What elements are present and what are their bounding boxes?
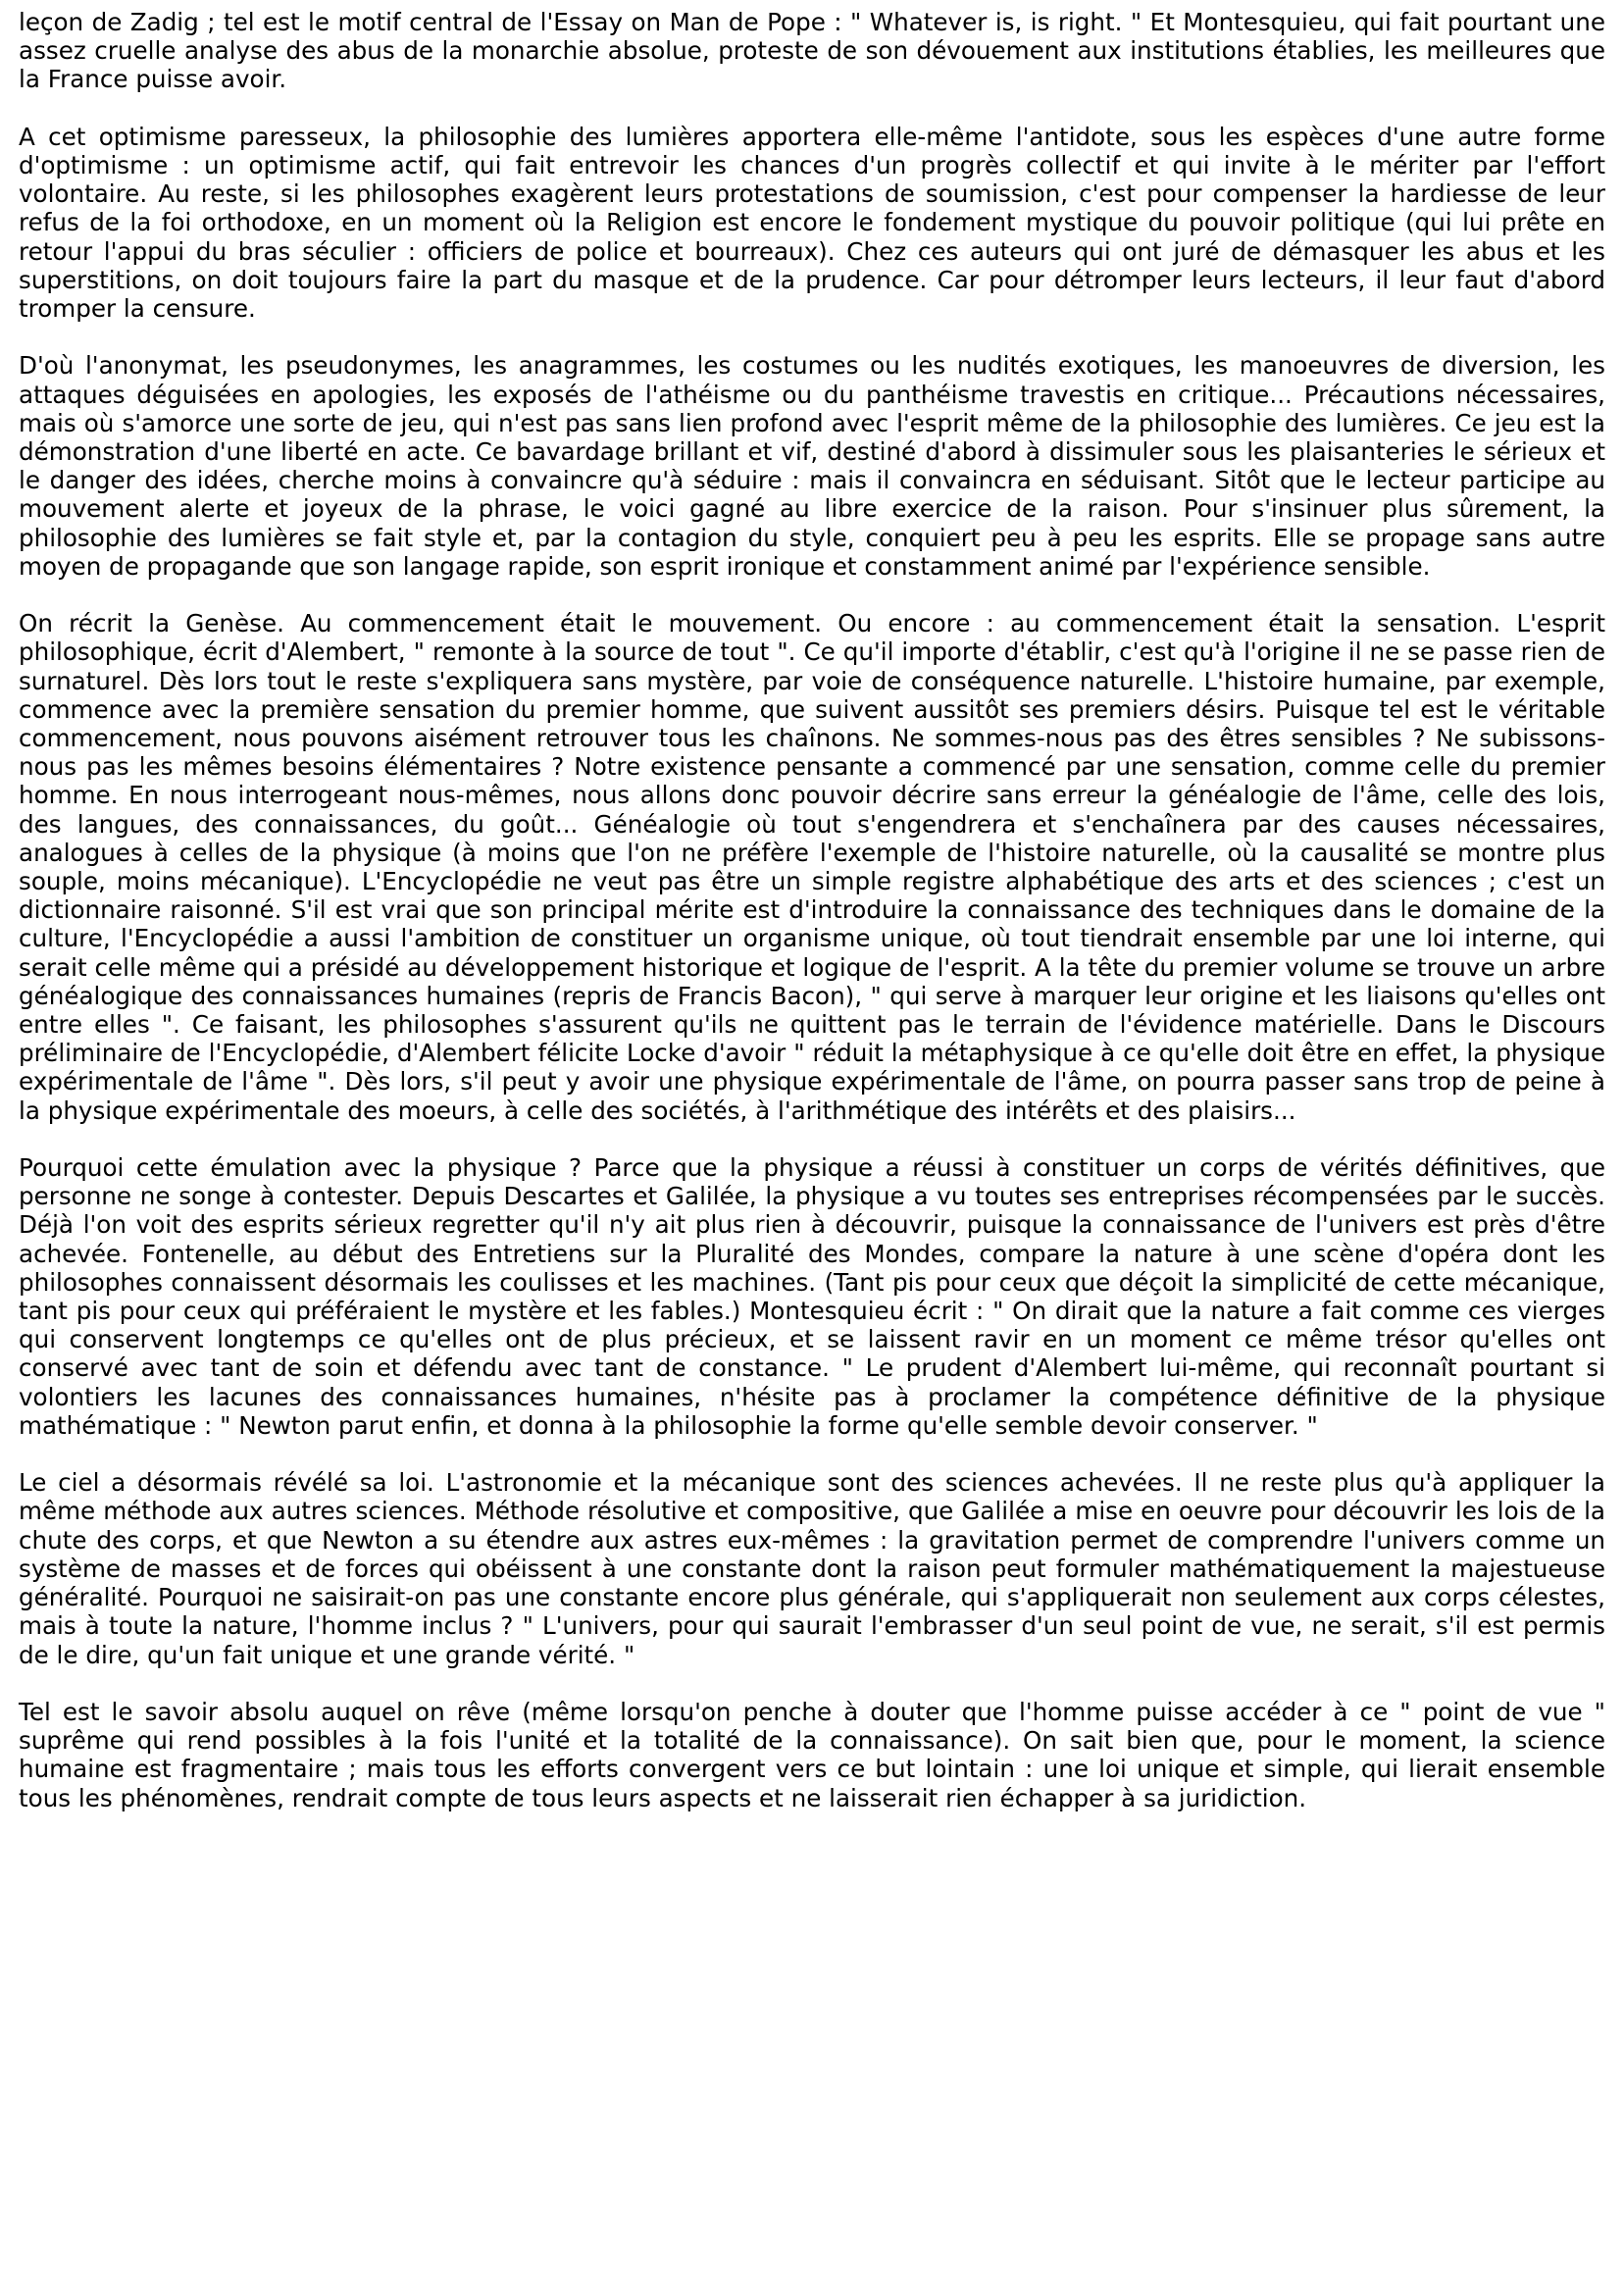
paragraph-ciel-loi: Le ciel a désormais révélé sa loi. L'astronomie et la mécanique sont des sciences achevées. Il ne reste plus qu'à appliquer la même méthode aux autres sciences. Méthode résolutive et compositive, que Galilée a mise en oeuvre pour découvrir les lois de la chute des corps, et que Newton a su étendre aux astres eux-mêmes : la gravitation permet de comprendre l'univers comme un système de masses et de forces qui obéissent à une constante dont la raison peut formuler mathématiquement la majestueuse généralité. Pourquoi ne saisirait-on pas une constante encore plus générale, qui s'appliquerait non seulement aux corps célestes, mais à toute la nature, l'homme inclus ? " L'univers, pour qui saurait l'embrasser d'un seul point de vue, ne serait, s'il est permis de le dire, qu'un fait unique et une grande vérité. " [19, 1468, 1605, 1669]
paragraph-anonymat-pseudonymes: D'où l'anonymat, les pseudonymes, les anagrammes, les costumes ou les nudités exotiques, les manoeuvres de diversion, les attaques déguisées en apologies, les exposés de l'athéisme ou du panthéisme travestis en critique... Précautions nécessaires, mais où s'amorce une sorte de jeu, qui n'est pas sans lien profond avec l'esprit même de la philosophie des lumières. Ce jeu est la démonstration d'une liberté en acte. Ce bavardage brillant et vif, destiné d'abord à dissimuler sous les plaisanteries le sérieux et le danger des idées, cherche moins à convaincre qu'à séduire : mais il convaincra en séduisant. Sitôt que le lecteur participe au mouvement alerte et joyeux de la phrase, le voici gagné au libre exercice de la raison. Pour s'insinuer plus sûrement, la philosophie des lumières se fait style et, par la contagion du style, conquiert peu à peu les esprits. Elle se propage sans autre moyen de propagande que son langage rapide, son esprit ironique et constamment animé par l'expérience sensible. [19, 351, 1605, 581]
paragraph-emulation-physique: Pourquoi cette émulation avec la physique ? Parce que la physique a réussi à constituer un corps de vérités définitives, que personne ne songe à contester. Depuis Descartes et Galilée, la physique a vu toutes ses entreprises récompensées par le succès. Déjà l'on voit des esprits sérieux regretter qu'il n'y ait plus rien à découvrir, puisque la connaissance de l'univers est près d'être achevée. Fontenelle, au début des Entretiens sur la Pluralité des Mondes, compare la nature à une scène d'opéra dont les philosophes connaissent désormais les coulisses et les machines. (Tant pis pour ceux que déçoit la simplicité de cette mécanique, tant pis pour ceux qui préféraient le mystère et les fables.) Montesquieu écrit : " On dirait que la nature a fait comme ces vierges qui conservent longtemps ce qu'elles ont de plus précieux, et se laissent ravir en un moment ce même trésor qu'elles ont conservé avec tant de soin et défendu avec tant de constance. " Le prudent d'Alembert lui-même, qui reconnaît pourtant si volontiers les lacunes des connaissances humaines, n'hésite pas à proclamer la compétence définitive de la physique mathématique : " Newton parut enfin, et donna à la philosophie la forme qu'elle semble devoir conserver. " [19, 1153, 1605, 1440]
document-page [19, 8, 1605, 1841]
paragraph-genese: On récrit la Genèse. Au commencement était le mouvement. Ou encore : au commencement était la sensation. L'esprit philosophique, écrit d'Alembert, " remonte à la source de tout ". Ce qu'il importe d'établir, c'est qu'à l'origine il ne se passe rien de surnaturel. Dès lors tout le reste s'expliquera sans mystère, par voie de conséquence naturelle. L'histoire humaine, par exemple, commence avec la première sensation du premier homme, que suivent aussitôt ses premiers désirs. Puisque tel est le véritable commencement, nous pouvons aisément retrouver tous les chaînons. Ne sommes-nous pas des êtres sensibles ? Ne subissons-nous pas les mêmes besoins élémentaires ? Notre existence pensante a commencé par une sensation, comme celle du premier homme. En nous interrogeant nous-mêmes, nous allons donc pouvoir décrire sans erreur la généalogie de l'âme, celle des lois, des langues, des connaissances, du goût... Généalogie où tout s'engendrera et s'enchaînera par des causes nécessaires, analogues à celles de la physique (à moins que l'on ne préfère l'exemple de l'histoire naturelle, où la causalité se montre plus souple, moins mécanique). L'Encyclopédie ne veut pas être un simple registre alphabétique des arts et des sciences ; c'est un dictionnaire raisonné. S'il est vrai que son principal mérite est d'introduire la connaissance des techniques dans le domaine de la culture, l'Encyclopédie a aussi l'ambition de constituer un organisme unique, où tout tiendrait ensemble par une loi interne, qui serait celle même qui a présidé au développement historique et logique de l'esprit. A la tête du premier volume se trouve un arbre généalogique des connaissances humaines (repris de Francis Bacon), " qui serve à marquer leur origine et les liaisons qu'elles ont entre elles ". Ce faisant, les philosophes s'assurent qu'ils ne quittent pas le terrain de l'évidence matérielle. Dans le Discours préliminaire de l'Encyclopédie, d'Alembert félicite Locke d'avoir " réduit la métaphysique à ce qu'elle doit être en effet, la physique expérimentale de l'âme ". Dès lors, s'il peut y avoir une physique expérimentale de l'âme, on pourra passer sans trop de peine à la physique expérimentale des moeurs, à celle des sociétés, à l'arithmétique des intérêts et des plaisirs... [19, 609, 1605, 1125]
paragraph-optimisme-actif: A cet optimisme paresseux, la philosophie des lumières apportera elle-même l'antidote, sous les espèces d'une autre forme d'optimisme : un optimisme actif, qui fait entrevoir les chances d'un progrès collectif et qui invite à le mériter par l'effort volontaire. Au reste, si les philosophes exagèrent leurs protestations de soumission, c'est pour compenser la hardiesse de leur refus de la foi orthodoxe, en un moment où la Religion est encore le fondement mystique du pouvoir politique (qui lui prête en retour l'appui du bras séculier : officiers de police et bourreaux). Chez ces auteurs qui ont juré de démasquer les abus et les superstitions, on doit toujours faire la part du masque et de la prudence. Car pour détromper leurs lecteurs, il leur faut d'abord tromper la censure. [19, 122, 1605, 324]
paragraph-zadig-pope-montesquieu: leçon de Zadig ; tel est le motif central de l'Essay on Man de Pope : " Whatever is, is right. " Et Montesquieu, qui fait pourtant une assez cruelle analyse des abus de la monarchie absolue, proteste de son dévouement aux institutions établies, les meilleures que la France puisse avoir. [19, 8, 1605, 94]
paragraph-savoir-absolu: Tel est le savoir absolu auquel on rêve (même lorsqu'on penche à douter que l'homme puisse accéder à ce " point de vue " suprême qui rend possibles à la fois l'unité et la totalité de la connaissance). On sait bien que, pour le moment, la science humaine est fragmentaire ; mais tous les efforts convergent vers ce but lointain : une loi unique et simple, qui lierait ensemble tous les phénomènes, rendrait compte de tous leurs aspects et ne laisserait rien échapper à sa juridiction. [19, 1697, 1605, 1812]
